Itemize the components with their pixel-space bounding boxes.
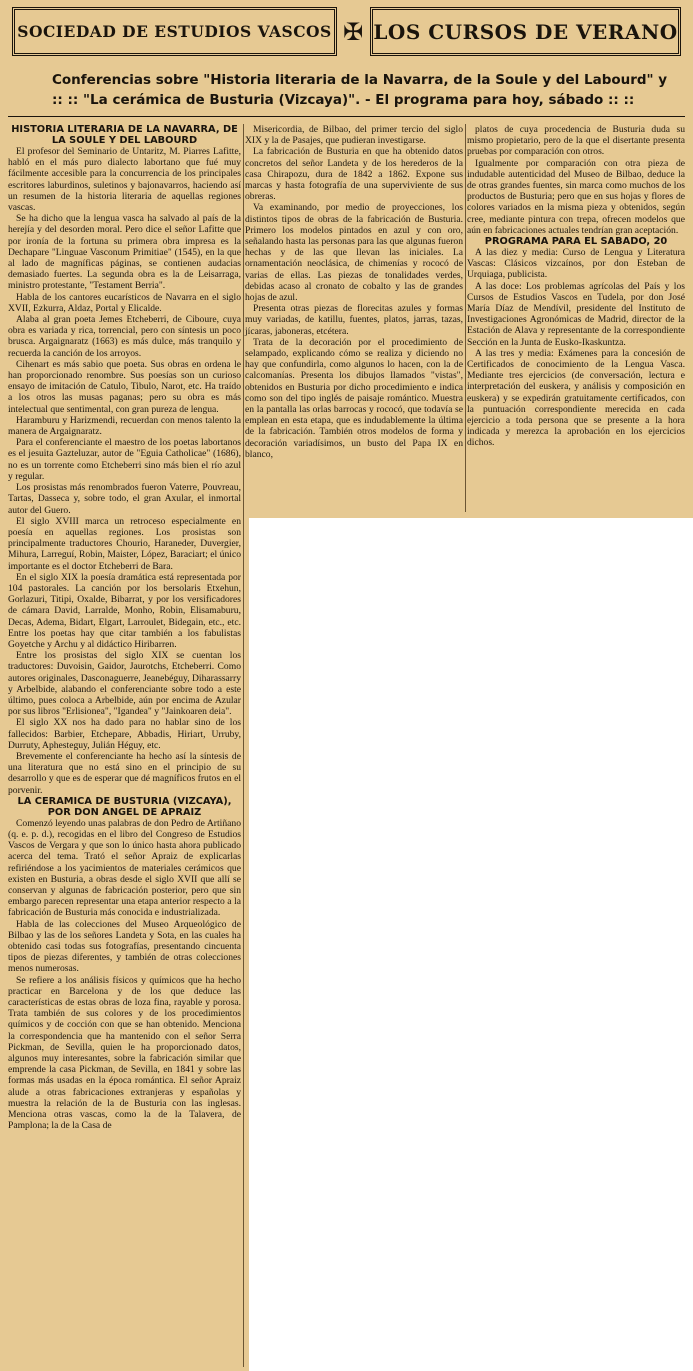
article-column-1 — [8, 124, 241, 1131]
article-paragraph: Habla de los cantores eucarísticos de Navarra en el siglo XVII, Ezkurra, Aldaz, Portal y Elicalde. — [8, 291, 241, 314]
article-paragraph: El siglo XVIII marca un retroceso especialmente en poesía en aquellas regiones. Los prosistas son principalmente traductores Chourio, Haraneder, Duvergier, Mihura, Larreguí, Robin, Maister, López, Baraciart; el único importante es el doctor Etcheberri de Bara. — [8, 515, 241, 572]
article-paragraph: Comenzó leyendo unas palabras de don Pedro de Artiñano (q. e. p. d.), recogidas en el libro del Congreso de Estudios Vascos de Vergara y que son lo único hasta ahora publicado acerca del tema. Trató el señor Apraiz de explicarlas refiriéndose a los yacimientos de materiales cerámicos que existen en Busturia, a obras desde el siglo XVII que allí se conservan y algunas de fabricación posterior, pero que sin embargo parecen representar una etapa anterior respecto a la fabricación de Busturia más conocida e industrializada. — [8, 817, 241, 919]
column-divider — [243, 124, 244, 1367]
section-heading: LA CERAMICA DE BUSTURIA (VIZCAYA), POR DON ANGEL DE APRAIZ — [17, 795, 232, 818]
subtitle-line-1: Conferencias sobre "Historia literaria de la Navarra, de la Soule y del Labourd" y — [52, 72, 668, 88]
article-paragraph: Misericordia, de Bilbao, del primer tercio del siglo XIX y la de Pasajes, que pudieran investigarse. — [245, 124, 463, 147]
section-heading: PROGRAMA PARA EL SABADO, 20 — [484, 236, 668, 248]
masthead-right-title: LOS CURSOS DE VERANO — [370, 7, 681, 56]
article-paragraph: El profesor del Seminario de Untaritz, M. Piarres Lafitte, habló en el más puro dialecto labortano que fué muy fácilmente accesible para la concurrencia de los principales escritores laburdinos, suletinos y bajonavarros, haciendo así un resumen de la historia literaria de aquellas regiones vascas. — [8, 146, 241, 214]
article-paragraph: Entre los prosistas del siglo XIX se cuentan los traductores: Duvoisin, Gaidor, Jaurotchs, Etcheberri. Como autores originales, Dasconaguerre, Jeanebéguy, Diharassarry y Arbelbide, alabando el conferenciante sobre todo a este último, pues coloca a Arbelbide, aún por encima de Azular por sus libros "Erlisionea", "Igandea" y "Jainkoaren deia". — [8, 650, 241, 718]
article-paragraph: Para el conferenciante el maestro de los poetas labortanos es el jesuita Gazteluzar, autor de "Eguia Catholicae" (1686), no es un torrente como Etcheberri sino más bien el río azul y regular. — [8, 437, 241, 482]
article-paragraph: Igualmente por comparación con otra pieza de indudable autenticidad del Museo de Bilbao, deduce la de otras grandes fuentes, sin marca como muchos de los productos de Busturia; pero que en sus hojas y flores de colores variados en la misma pieza y obtenidos, según cree, mediante pintura con trepa, ofrecen modelos que aún en fabricaciones actuales tendrían gran aceptación. — [467, 157, 685, 236]
article-column-3 — [467, 124, 685, 449]
article-paragraph: Los prosistas más renombrados fueron Vaterre, Pouvreau, Tartas, Dasseca y, sobre todo, el gran Axular, el inmortal autor del Guero. — [8, 482, 241, 516]
article-column-2 — [245, 124, 463, 460]
article-paragraph: platos de cuya procedencia de Busturia duda su mismo propietario, pero de la que el disertante presenta pruebas por comparación con otros. — [467, 124, 685, 158]
article-paragraph: En el siglo XIX la poesía dramática está representada por 104 pastorales. La canción por los bersolaris Etxehun, Gorlazuri, Titipi, Oxalde, Bibarrat, y por los versificadores de cámara David, Larralde, Monho, Robin, Elisamaburu, Decas, Adema, Bidart, Elgart, Larroulet, Bidegain, etc., etc. Entre los poetas hay que citar también a los fabulistas Goyetche y Archu y al didáctico Hiribarren. — [8, 571, 241, 650]
article-paragraph: A las tres y media: Exámenes para la concesión de Certificados de conocimiento de la Lengua Vasca. Mediante tres ejercicios (de conversación, lectura e interpretación del euskera, y análisis y composición en euskera) y se expedirán gratuitamente certificados, con la puntuación correspondiente merecida en cada ejercicio a toda persona que se presente a la hora indicada y merezca la aprobación en los ejercicios dichos. — [467, 347, 685, 449]
section-heading: HISTORIA LITERARIA DE LA NAVARRA, DE LA SOULE Y DEL LABOURD — [11, 124, 238, 146]
article-paragraph: Trata de la decoración por el procedimiento de selampado, explicando cómo se realiza y diciendo no hay que confundirla, como algunos lo hacen, con la de calcomanías. Presenta los dibujos llamados "vistas", obtenidos en Busturia por dicho procedimiento e indica como son del tipo inglés de paisaje romántico. Muestra en la pantalla las orlas barrocas y rococó, que todavía se emplean en esta etapa, que es indudablemente la última de la fabricación. También otros modelos de forma y decoración variadísimos, un busto del Papa IX en blanco, — [245, 336, 463, 460]
article-paragraph: Cihenart es más sabio que poeta. Sus obras en ordena le han proporcionado renombre. Sus poesías son un curioso ensayo de imitación de Catulo, Tibulo, Narot, etc. Ha traído a los otros las musas paganas; pero su obra es más intelectual que sentimental, con gran pureza de lengua. — [8, 358, 241, 415]
column-divider — [465, 124, 466, 512]
article-paragraph: Brevemente el conferenciante ha hecho así la síntesis de una literatura que no está sino en el principio de su desarrollo y que es de esperar que dé magníficos frutos en el porvenir. — [8, 750, 241, 796]
header-rule — [8, 116, 685, 117]
article-paragraph: Se ha dicho que la lengua vasca ha salvado al país de la herejía y del desorden moral. Pero dice el señor Lafitte que por ironía de la fortuna su primera obra impresa es la Dechapare "Linguae Vasconum Primitiae" (1545), en la que al lado de magníficas páginas, se contienen audacias demasiado fuertes. La segunda obra es la de Leisarraga, ministro protestante, "Testament Berria". — [8, 213, 241, 292]
ornament-icon: ✠ — [342, 18, 364, 46]
article-paragraph: Presenta otras piezas de florecitas azules y formas muy variadas, de katillu, fuentes, platos, jarras, tazas, jícaras, jaboneras, etcétera. — [245, 303, 463, 337]
article-paragraph: La fabricación de Busturia en que ha obtenido datos concretos del señor Landeta y de los herederos de la casa Chirapozu, dura de 1842 a 1862. Expone sus marcas y hasta fotografía de una superviviente de sus obreras. — [245, 146, 463, 203]
article-paragraph: El siglo XX nos ha dado para no hablar sino de los fallecidos: Barbier, Etchepare, Abbadis, Hiriart, Urruby, Durruty, Aphesteguy, Julián Héguy, etc. — [8, 717, 241, 751]
article-paragraph: Haramburu y Harizmendi, recuerdan con menos talento la manera de Argaignaratz. — [8, 414, 241, 438]
masthead-left-title: SOCIEDAD DE ESTUDIOS VASCOS — [12, 7, 337, 56]
article-paragraph: A las diez y media: Curso de Lengua y Literatura Vascas: Clásicos vizcaínos, por don Esteban de Urquiaga, publicista. — [467, 247, 685, 281]
article-paragraph: Va examinando, por medio de proyecciones, los distintos tipos de obras de la fabricación de Busturia. Primero los modelos pintados en azul y con oro, señalando hasta las personas para las que algunas fueron hechas y de las que llevan las iniciales. La ornamentación neoclásica, de chimenías y rococó de varias de ellas. Las piezas de tonalidades verdes, debidas acaso al cronato de cobalto y las de grandes hojas de azul. — [245, 202, 463, 304]
article-paragraph: A las doce: Los problemas agrícolas del País y los Cursos de Estudios Vascos en Tudela, por don José María Díaz de Mendívil, presidente del Instituto de Investigaciones Agronómicas de Madrid, director de la Estación de Alava y representante de la correspondiente Sección en la Junta de Eusko-Ikaskuntza. — [467, 280, 685, 348]
article-paragraph: Habla de las colecciones del Museo Arqueológico de Bilbao y las de los señores Landeta y Sota, en las cuales ha obtenido casi todas sus fotografías, presentando cincuenta tipos de piezas diferentes, y también de otras colecciones menos numerosas. — [8, 918, 241, 975]
article-paragraph: Alaba al gran poeta Jemes Etcheberri, de Ciboure, cuya obra es variada y rica, torrencial, pero con síntesis un poco brusca. Argaignaratz (1663) es más dulce, más tranquilo y recuerda la canción de los arroyos. — [8, 314, 241, 359]
article-paragraph: Se refiere a los análisis físicos y químicos que ha hecho practicar en Barcelona y de los que deduce las características de estas obras de loza fina, rayable y porosa. Trata también de sus colores y de los procedimientos químicos y de cocción con que se han obtenido. Menciona la correspondencia que ha mantenido con el señor Serra Pickman, de Sevilla, quien le ha proporcionado datos, algunos muy interesantes, sobre la fabricación similar que emprende la casa Pickman, de Sevilla, en 1841 y sobre las formas más usadas en la época romántica. El señor Apraiz alude a otras fabricaciones extranjeras y españolas y muestra la relación de la de Busturia con las inglesas. Menciona otras vascas, como la de la Talavera, de Pamplona; la de la Casa de — [8, 974, 241, 1132]
subtitle-line-2: :: :: "La cerámica de Busturia (Vizcaya)". - El programa para hoy, sábado :: :: — [52, 92, 635, 108]
